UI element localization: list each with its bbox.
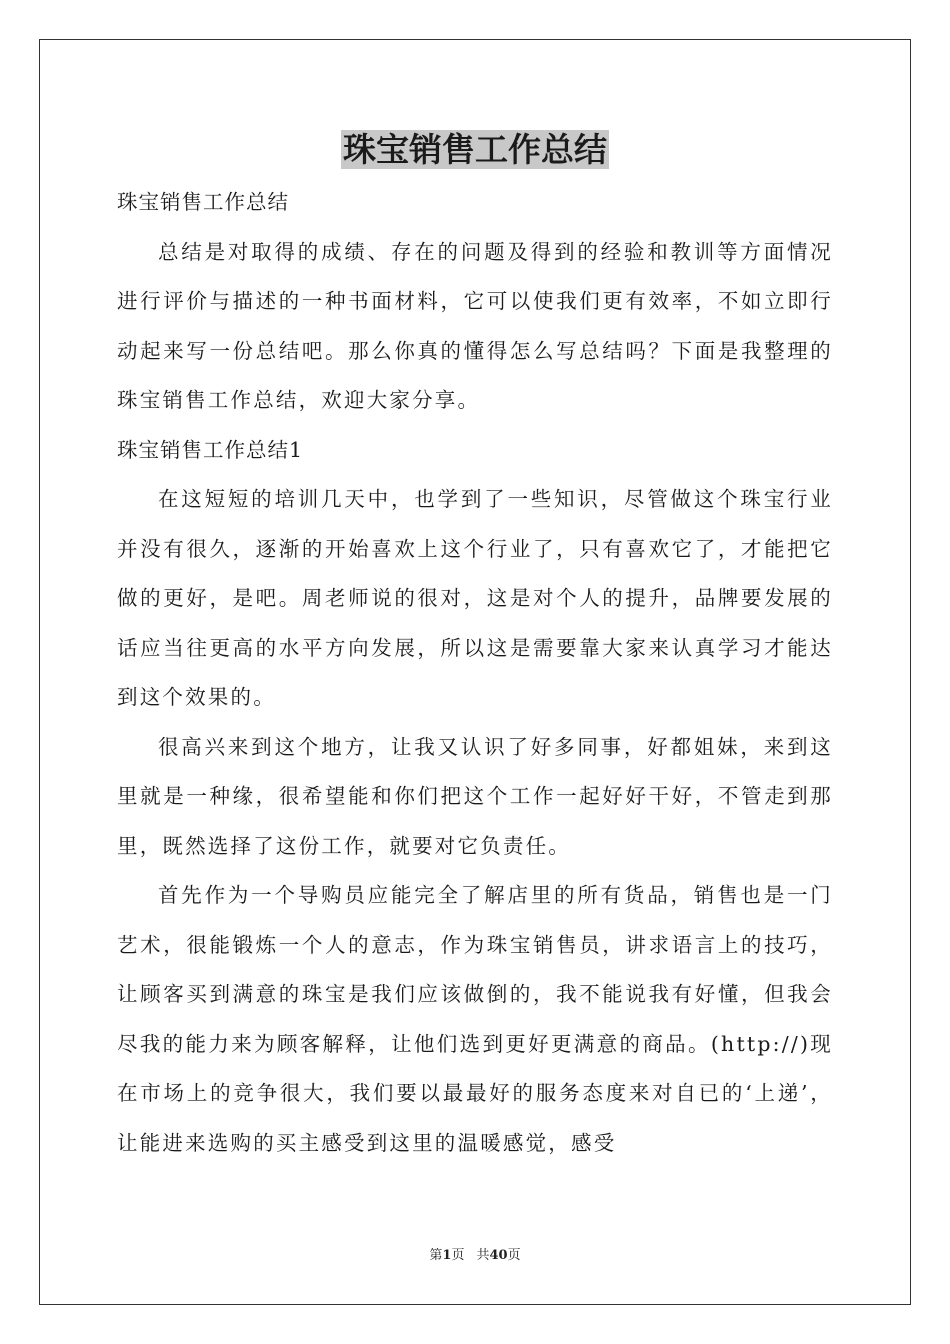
current-page-number: 1 (442, 1248, 452, 1263)
body-paragraph: 很高兴来到这个地方，让我又认识了好多同事，好都姐妹，来到这里就是一种缘，很希望能和你们把这个工作一起好好干好，不管走到那里，既然选择了这份工作，就要对它负责任。 (117, 734, 833, 858)
section-heading: 珠宝销售工作总结1 (117, 437, 304, 462)
intro-paragraph: 总结是对取得的成绩、存在的问题及得到的经验和教训等方面情况进行评价与描述的一种书面材料，它可以使我们更有效率，不如立即行动起来写一份总结吧。那么你真的懂得怎么写总结吗？下面是我整理的珠宝销售工作总结，欢迎大家分享。 (117, 239, 833, 412)
document-title (0, 128, 950, 172)
body-paragraph: 在这短短的培训几天中，也学到了一些知识，尽管做这个珠宝行业并没有很久，逐渐的开始喜欢上这个行业了，只有喜欢它了，才能把它做的更好，是吧。周老师说的很对，这是对个人的提升，品牌要发展的话应当往更高的水平方向发展，所以这是需要靠大家来认真学习才能达到这个效果的。 (117, 487, 833, 709)
total-page-count: 40 (489, 1248, 508, 1263)
document-body (117, 178, 833, 1168)
page-footer (0, 1246, 950, 1266)
total-suffix: 页 (507, 1248, 521, 1263)
document-title-text: 珠宝销售工作总结 (343, 130, 607, 169)
page-suffix: 页 (451, 1248, 465, 1263)
document-subtitle: 珠宝销售工作总结 (117, 190, 289, 214)
body-paragraph: 首先作为一个导购员应能完全了解店里的所有货品，销售也是一门艺术，很能锻炼一个人的意志，作为珠宝销售员，讲求语言上的技巧，让顾客买到满意的珠宝是我们应该做倒的，我不能说我有好懂，但我会尽我的能力来为顾客解释，让他们选到更好更满意的商品。(http://)现在市场上的竞争很大，我们要以最最好的服务态度来对自已的‘上递’，让能进来选购的买主感受到这里的温暖感觉，感受 (117, 883, 833, 1155)
total-prefix: 共 (476, 1248, 490, 1263)
page-prefix: 第 (429, 1248, 443, 1263)
